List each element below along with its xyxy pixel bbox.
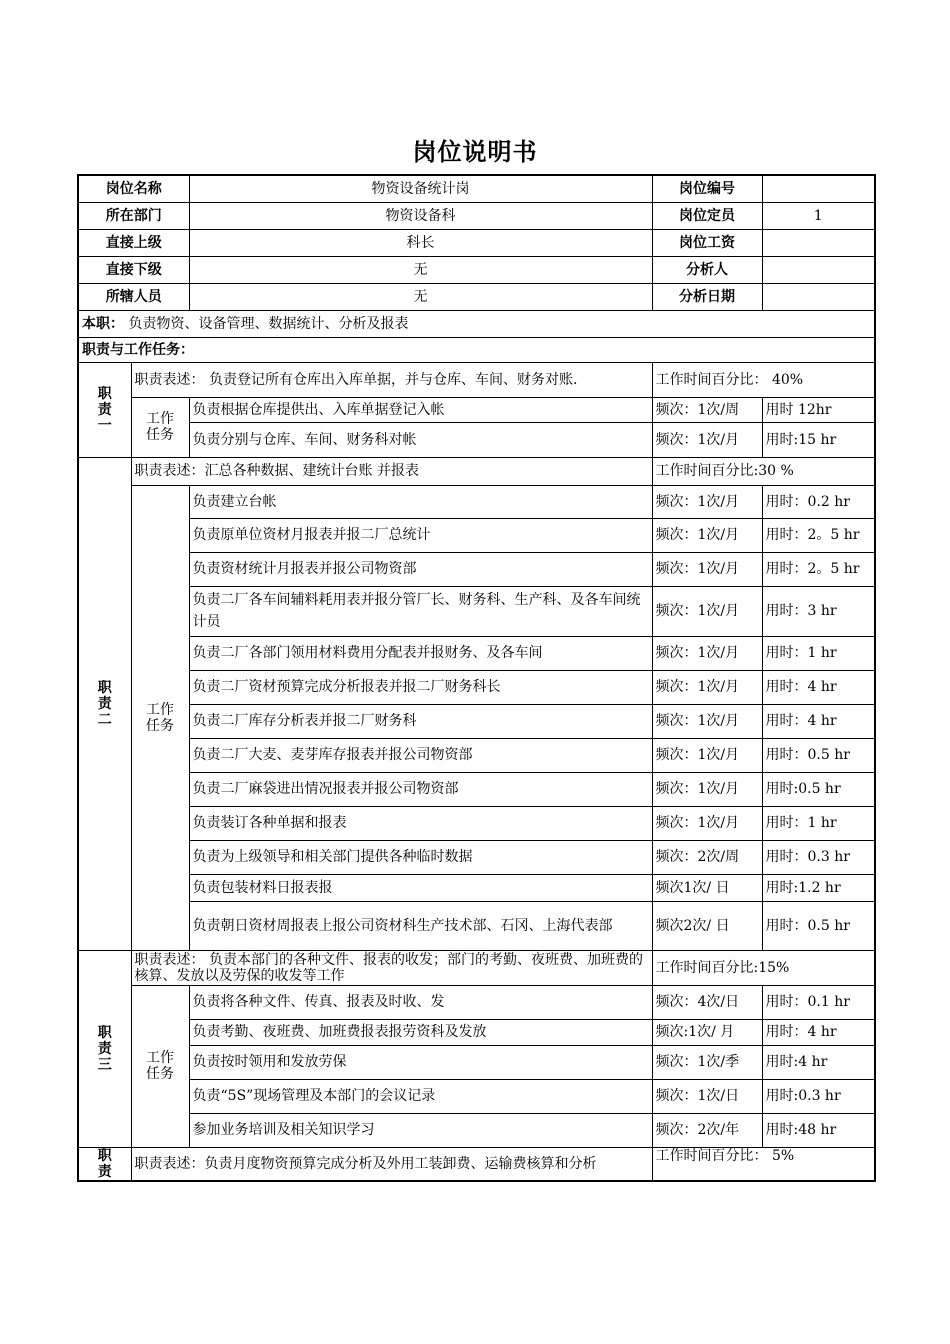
table-row bbox=[78, 840, 875, 874]
freq-cell: 频次：1次/月 bbox=[652, 552, 762, 586]
resp4-pct: 工作时间百分比： 5% bbox=[652, 1147, 875, 1181]
task-cell: 负责装订各种单据和报表 bbox=[189, 806, 652, 840]
tasks-header-row bbox=[78, 337, 875, 362]
header-row bbox=[78, 229, 875, 256]
time-cell: 用时：0.1 hr bbox=[762, 985, 875, 1019]
header-row bbox=[78, 256, 875, 283]
header-value: 物资设备科 bbox=[189, 202, 652, 229]
table-row bbox=[78, 806, 875, 840]
task-cell: 负责分别与仓库、车间、财务科对帐 bbox=[189, 422, 652, 457]
table-row bbox=[78, 397, 875, 422]
table-row bbox=[78, 552, 875, 586]
table-row bbox=[78, 874, 875, 901]
freq-cell: 频次：1次/月 bbox=[652, 518, 762, 552]
resp2-desc: 职责表述：汇总各种数据、建统计台账 并报表 bbox=[131, 457, 652, 485]
resp4-label: 职责 bbox=[78, 1147, 131, 1181]
page-title: 岗位说明书 bbox=[412, 138, 538, 166]
time-cell: 用时：4 hr bbox=[762, 1019, 875, 1045]
freq-cell: 频次:1次/ 月 bbox=[652, 1019, 762, 1045]
resp1-label: 职责一 bbox=[78, 362, 131, 457]
header-value bbox=[762, 175, 875, 202]
table-row bbox=[78, 422, 875, 457]
header-value: 1 bbox=[762, 202, 875, 229]
time-cell: 用时 12hr bbox=[762, 397, 875, 422]
freq-cell: 频次：1次/月 bbox=[652, 772, 762, 806]
freq-cell: 频次2次/ 日 bbox=[652, 901, 762, 950]
table-row bbox=[78, 1113, 875, 1147]
resp4-desc-row bbox=[78, 1147, 875, 1181]
resp3-label: 职责三 bbox=[78, 950, 131, 1147]
freq-cell: 频次：1次/季 bbox=[652, 1045, 762, 1079]
freq-cell: 频次：1次/月 bbox=[652, 422, 762, 457]
task-cell: 负责二厂库存分析表并报二厂财务科 bbox=[189, 704, 652, 738]
task-cell: 负责建立台帐 bbox=[189, 485, 652, 518]
time-cell: 用时：0.3 hr bbox=[762, 840, 875, 874]
header-label: 分析人 bbox=[652, 256, 762, 283]
resp4-desc: 职责表述：负责月度物资预算完成分析及外用工装卸费、运输费核算和分析 bbox=[131, 1147, 652, 1181]
freq-cell: 频次：1次/月 bbox=[652, 704, 762, 738]
duty-row bbox=[78, 310, 875, 337]
duty-cell bbox=[78, 310, 875, 337]
work-task-label: 工作任务 bbox=[131, 485, 189, 950]
duty-label: 本职： bbox=[82, 315, 124, 332]
task-cell: 负责根据仓库提供出、入库单据登记入帐 bbox=[189, 397, 652, 422]
table-row bbox=[78, 1079, 875, 1113]
freq-cell: 频次：1次/月 bbox=[652, 806, 762, 840]
task-cell: 负责二厂麻袋进出情况报表并报公司物资部 bbox=[189, 772, 652, 806]
header-label: 岗位名称 bbox=[78, 175, 189, 202]
duty-text: 负责物资、设备管理、数据统计、分析及报表 bbox=[128, 315, 409, 332]
table-row bbox=[78, 772, 875, 806]
resp2-label: 职责二 bbox=[78, 457, 131, 950]
table-row bbox=[78, 518, 875, 552]
task-cell: 参加业务培训及相关知识学习 bbox=[189, 1113, 652, 1147]
header-value: 物资设备统计岗 bbox=[189, 175, 652, 202]
header-value bbox=[762, 283, 875, 310]
freq-cell: 频次：1次/月 bbox=[652, 586, 762, 636]
task-cell: 负责二厂资材预算完成分析报表并报二厂财务科长 bbox=[189, 670, 652, 704]
task-cell: 负责将各种文件、传真、报表及时收、发 bbox=[189, 985, 652, 1019]
freq-cell: 频次：4次/日 bbox=[652, 985, 762, 1019]
resp1-desc-row bbox=[78, 362, 875, 397]
resp1-desc: 职责表述： 负责登记所有仓库出入库单据，并与仓库、车间、财务对账. bbox=[131, 362, 652, 397]
time-cell: 用时：1 hr bbox=[762, 636, 875, 670]
job-description-table bbox=[77, 174, 876, 1182]
header-row bbox=[78, 202, 875, 229]
table-row bbox=[78, 1019, 875, 1045]
header-label: 岗位编号 bbox=[652, 175, 762, 202]
task-cell: 负责朝日资材周报表上报公司资材科生产技术部、石冈、上海代表部 bbox=[189, 901, 652, 950]
work-task-label: 工作任务 bbox=[131, 397, 189, 457]
header-label: 分析日期 bbox=[652, 283, 762, 310]
task-cell: 负责二厂各部门领用材料费用分配表并报财务、及各车间 bbox=[189, 636, 652, 670]
task-cell: 负责按时领用和发放劳保 bbox=[189, 1045, 652, 1079]
header-row bbox=[78, 283, 875, 310]
freq-cell: 频次：1次/日 bbox=[652, 1079, 762, 1113]
time-cell: 用时：3 hr bbox=[762, 586, 875, 636]
tasks-header: 职责与工作任务： bbox=[78, 337, 875, 362]
time-cell: 用时：0.2 hr bbox=[762, 485, 875, 518]
freq-cell: 频次：1次/周 bbox=[652, 397, 762, 422]
task-cell: 负责考勤、夜班费、加班费报表报劳资科及发放 bbox=[189, 1019, 652, 1045]
header-value bbox=[762, 256, 875, 283]
header-label: 岗位定员 bbox=[652, 202, 762, 229]
task-cell: 负责二厂大麦、麦芽库存报表并报公司物资部 bbox=[189, 738, 652, 772]
task-cell: 负责原单位资材月报表并报二厂总统计 bbox=[189, 518, 652, 552]
task-cell: 负责为上级领导和相关部门提供各种临时数据 bbox=[189, 840, 652, 874]
header-label: 直接上级 bbox=[78, 229, 189, 256]
time-cell: 用时:0.5 hr bbox=[762, 772, 875, 806]
header-value: 无 bbox=[189, 283, 652, 310]
freq-cell: 频次：1次/月 bbox=[652, 738, 762, 772]
resp1-pct: 工作时间百分比： 40% bbox=[652, 362, 875, 397]
task-cell: 负责包装材料日报表报 bbox=[189, 874, 652, 901]
time-cell: 用时:48 hr bbox=[762, 1113, 875, 1147]
table-row bbox=[78, 901, 875, 950]
table-row bbox=[78, 485, 875, 518]
freq-cell: 频次：1次/月 bbox=[652, 670, 762, 704]
time-cell: 用时：0.5 hr bbox=[762, 901, 875, 950]
header-label: 直接下级 bbox=[78, 256, 189, 283]
resp2-pct: 工作时间百分比:30 % bbox=[652, 457, 875, 485]
task-cell: 负责“5S”现场管理及本部门的会议记录 bbox=[189, 1079, 652, 1113]
header-row bbox=[78, 175, 875, 202]
resp3-pct: 工作时间百分比:15% bbox=[652, 950, 875, 985]
table-row bbox=[78, 636, 875, 670]
freq-cell: 频次：2次/周 bbox=[652, 840, 762, 874]
time-cell: 用时：2。5 hr bbox=[762, 552, 875, 586]
freq-cell: 频次1次/ 日 bbox=[652, 874, 762, 901]
time-cell: 用时：2。5 hr bbox=[762, 518, 875, 552]
time-cell: 用时:1.2 hr bbox=[762, 874, 875, 901]
time-cell: 用时:15 hr bbox=[762, 422, 875, 457]
freq-cell: 频次：2次/年 bbox=[652, 1113, 762, 1147]
resp3-desc-row bbox=[78, 950, 875, 985]
time-cell: 用时：4 hr bbox=[762, 670, 875, 704]
table-row bbox=[78, 1045, 875, 1079]
resp2-desc-row bbox=[78, 457, 875, 485]
freq-cell: 频次：1次/月 bbox=[652, 636, 762, 670]
header-value: 科长 bbox=[189, 229, 652, 256]
time-cell: 用时:0.3 hr bbox=[762, 1079, 875, 1113]
time-cell: 用时：0.5 hr bbox=[762, 738, 875, 772]
time-cell: 用时：1 hr bbox=[762, 806, 875, 840]
task-cell: 负责资材统计月报表并报公司物资部 bbox=[189, 552, 652, 586]
table-row bbox=[78, 704, 875, 738]
table-row bbox=[78, 985, 875, 1019]
resp3-desc: 职责表述： 负责本部门的各种文件、报表的收发；部门的考勤、夜班费、加班费的核算、发放以及劳保的收发等工作 bbox=[131, 950, 652, 985]
table-row bbox=[78, 738, 875, 772]
time-cell: 用时:4 hr bbox=[762, 1045, 875, 1079]
work-task-label: 工作任务 bbox=[131, 985, 189, 1147]
table-row bbox=[78, 670, 875, 704]
table-row bbox=[78, 586, 875, 636]
task-cell: 负责二厂各车间辅料耗用表并报分管厂长、财务科、生产科、及各车间统计员 bbox=[189, 586, 652, 636]
time-cell: 用时：4 hr bbox=[762, 704, 875, 738]
header-label: 所辖人员 bbox=[78, 283, 189, 310]
freq-cell: 频次：1次/月 bbox=[652, 485, 762, 518]
header-label: 岗位工资 bbox=[652, 229, 762, 256]
header-label: 所在部门 bbox=[78, 202, 189, 229]
header-value: 无 bbox=[189, 256, 652, 283]
header-value bbox=[762, 229, 875, 256]
